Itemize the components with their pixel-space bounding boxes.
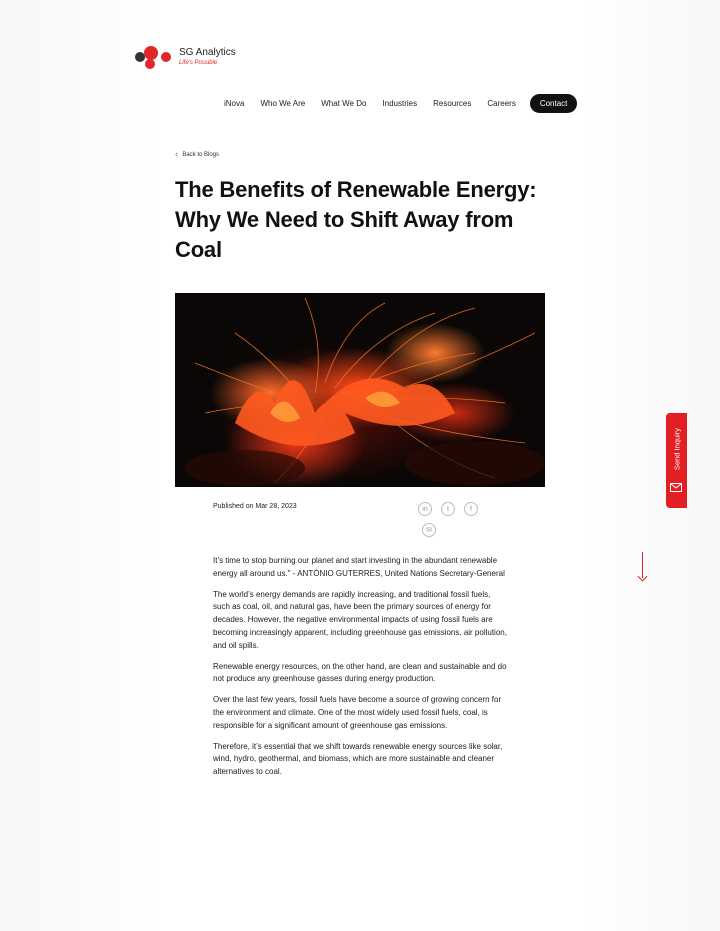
article-body: [213, 555, 508, 787]
back-to-blogs-link[interactable]: [175, 149, 219, 160]
twitter-icon[interactable]: t: [441, 502, 455, 516]
logo-mark-icon: [135, 44, 175, 70]
published-date: Published on Mar 28, 2023: [213, 503, 297, 510]
article-paragraph: Over the last few years, fossil fuels have become a source of growing concern for the environment and climate. One of the most widely used fossil fuels, coal, is responsible for a significant amount of greenhouse gas emissions.: [213, 695, 502, 730]
nav-item-who-we-are[interactable]: Who We Are: [260, 99, 306, 108]
article-paragraph: It’s time to stop burning our planet and start investing in the abundant renewable energy all around us." - ANTÓNIO GUTERRES, United Nations Secretary-General: [213, 556, 505, 578]
nav-item-resources[interactable]: Resources: [433, 99, 472, 108]
page-title: The Benefits of Renewable Energy: Why We Need to Shift Away from Coal: [175, 177, 537, 262]
hero-image: [175, 293, 545, 487]
article-paragraph: Renewable energy resources, on the other hand, are clean and sustainable and do not produce any greenhouse gasses during energy production.: [213, 661, 507, 684]
fire-sparks-graphic: [175, 293, 545, 487]
page-background-right: [580, 0, 720, 931]
article-paragraph: The world’s energy demands are rapidly increasing, and traditional fossil fuels, such as coal, oil, and natural gas, have been the primary sources of energy for decades. However, the negative environmental impacts of using fossil fuels are becoming increasingly apparent, including greenhouse gas emissions, air pollution, and oil spills.: [213, 589, 507, 650]
linkedin-icon[interactable]: in: [418, 502, 432, 516]
facebook-icon[interactable]: f: [464, 502, 478, 516]
nav-item-inova[interactable]: iNova: [224, 99, 245, 108]
contact-button[interactable]: Contact: [530, 94, 578, 113]
article-paragraph: Therefore, it’s essential that we shift towards renewable energy sources like solar, wind, hydro, geothermal, and biomass, which are more sustainable and cleaner alternatives to coal.: [213, 741, 503, 777]
page-background-left: [0, 0, 160, 931]
main-nav: [224, 94, 577, 113]
logo-name: SG Analytics: [179, 47, 236, 58]
nav-item-industries[interactable]: Industries: [382, 99, 418, 108]
send-inquiry-tab[interactable]: [666, 413, 687, 508]
logo[interactable]: [135, 44, 236, 70]
envelope-icon: [670, 483, 682, 492]
email-icon[interactable]: ✉: [422, 523, 436, 537]
nav-item-careers[interactable]: Careers: [487, 99, 516, 108]
logo-tagline: Life's Possible: [179, 60, 218, 66]
nav-item-what-we-do[interactable]: What We Do: [321, 99, 367, 108]
chevron-left-icon: ‹: [175, 149, 179, 160]
send-inquiry-label: Send Inquiry: [672, 427, 681, 471]
back-to-blogs-label: Back to Blogs: [182, 151, 220, 158]
